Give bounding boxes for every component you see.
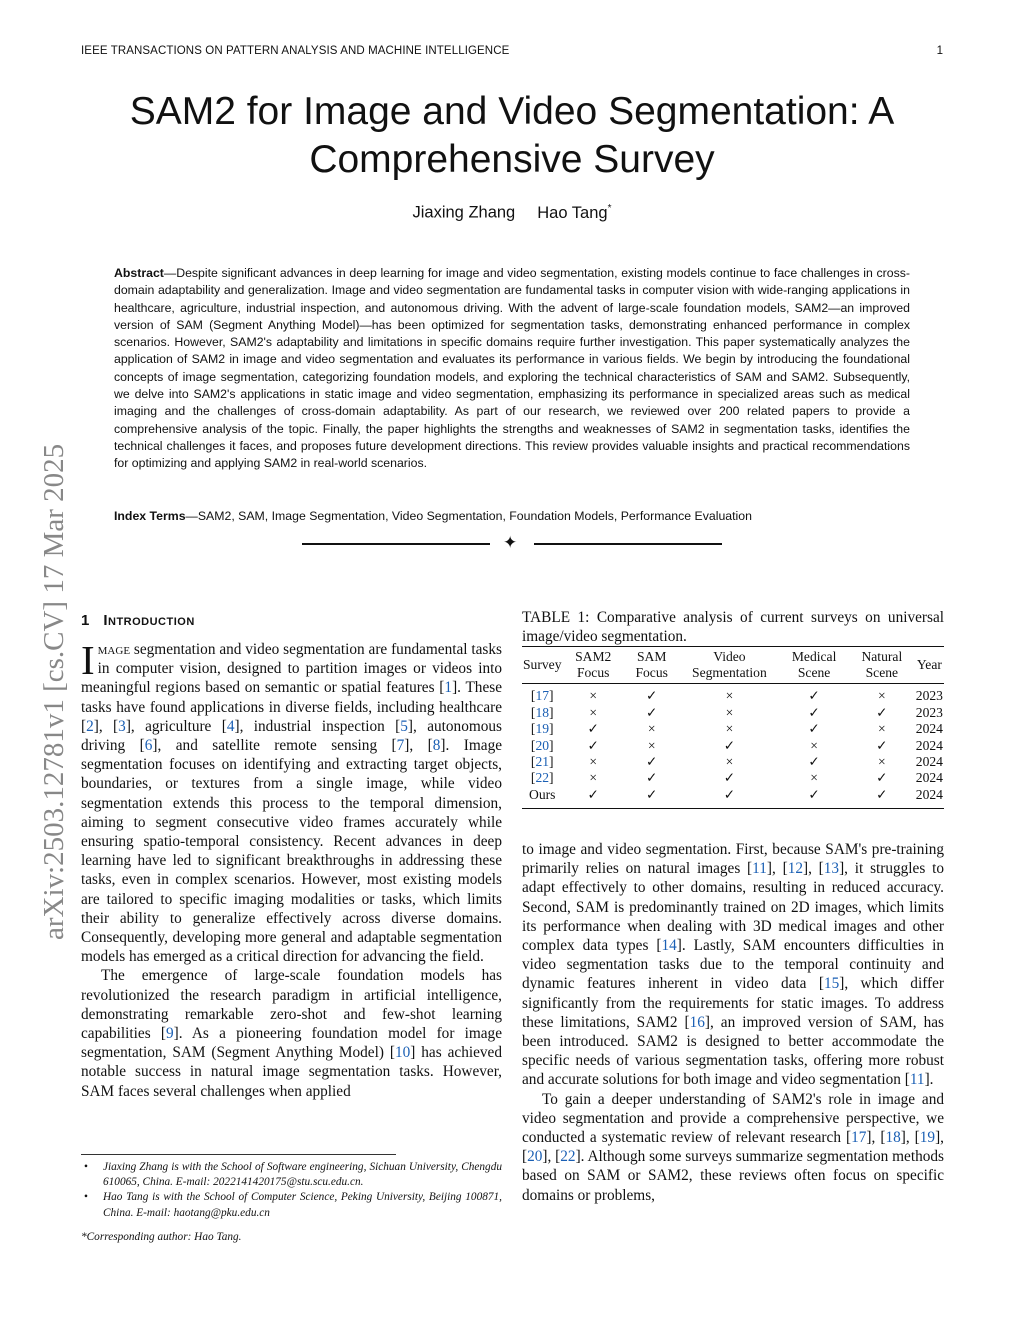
survey-ref-cell[interactable]: [20] [530, 737, 554, 753]
citation-link[interactable]: 16 [689, 1013, 705, 1031]
abstract [114, 265, 910, 473]
citation-link[interactable]: 4 [226, 717, 235, 735]
table-cell: 2024 [915, 770, 943, 786]
table-header-cell: Year [916, 656, 942, 672]
table-header-cell: Natural Scene [861, 649, 903, 680]
citation-link[interactable]: 6 [144, 737, 153, 755]
table-caption: TABLE 1: Comparative analysis of current surveys on universal image/video segmentation. [522, 609, 944, 646]
section-divider [302, 533, 722, 552]
citation-link[interactable]: 1 [444, 679, 453, 697]
first-word: mage [97, 641, 131, 658]
citation-link[interactable]: 22 [560, 1148, 576, 1166]
citation-link[interactable]: 9 [165, 1025, 174, 1043]
table-cell: ✓ [645, 704, 658, 720]
paragraph: Image segmentation and video segmentation are fundamental tasks in computer vision, designed to partition images or videos into meaningful regions based on semantic or spatial features [1]. These tasks have found applications in diverse fields, including healthcare [2], [3], agriculture [4], industrial inspection [5], autonomous driving [6], and satellite remote sensing [7], [8]. Image segmentation focuses on identifying and extracting target objects, boundaries, or textures from a single image, while video segmentation extends this process to the temporal dimension, aiming to segment consecutive video frames accurately while ensuring spatio-temporal consistency. Recent advances in deep learning have led to significant breakthroughs in addressing these tasks, even in complex scenarios. However, most existing models are tailored to specific imaging modalities or tasks, which limits their ability to generalize effectively across diverse domains. Consequently, developing more general and adaptable segmentation models has emerged as a critical direction for advancing the field. [81, 637, 503, 966]
survey-ref-cell[interactable]: [18] [530, 704, 554, 720]
paper-title: SAM2 for Image and Video Segmentation: A Comprehensive Survey [129, 90, 895, 181]
table-cell: × [878, 688, 886, 704]
table-cell: ✓ [587, 737, 599, 753]
footnote-item: • Hao Tang is with the School of Computer Science, Peking University, Beijing 100871, China. E-mail: haotang@pku.edu.cn [84, 1191, 502, 1219]
index-terms [114, 508, 910, 525]
section-heading [81, 612, 195, 629]
index-terms-label: Index Terms [114, 509, 186, 523]
survey-ref-cell[interactable]: [17] [530, 688, 554, 704]
table-cell: ✓ [876, 737, 888, 753]
corresponding-author-note: *Corresponding author: Hao Tang. [81, 1230, 242, 1243]
table-cell: × [647, 721, 656, 737]
citation-link[interactable]: 18 [885, 1129, 901, 1147]
citation-link[interactable]: 2 [86, 717, 94, 735]
table-cell: ✓ [876, 786, 888, 802]
table-cell: × [810, 770, 818, 786]
abstract-label: Abstract [114, 266, 164, 280]
table-header-cell: SAM Focus [635, 649, 668, 680]
table-cell: × [725, 754, 734, 769]
citation-link[interactable]: 20 [527, 1148, 543, 1166]
section-number: 1 [81, 612, 90, 629]
footnote-item: • Jiaxing Zhang is with the School of Software engineering, Sichuan University, Chengdu 610065, China. E-mail: 2022141420175@stu.scu.edu.cn. [84, 1161, 502, 1189]
table-cell: × [725, 721, 734, 737]
divider-line [302, 543, 490, 545]
table-row [522, 754, 944, 770]
citation-link[interactable]: 11 [752, 860, 767, 878]
table-row [522, 721, 944, 737]
table-cell: ✓ [645, 754, 658, 769]
table-cell: ✓ [876, 770, 888, 786]
section-title: Introduction [103, 612, 195, 629]
table-header-cell: Survey [523, 656, 562, 672]
table-row [522, 770, 944, 786]
footnote-rule [81, 1154, 396, 1155]
survey-ref-cell[interactable]: [22] [530, 770, 554, 786]
table-cell: ✓ [587, 786, 599, 802]
table-cell: ✓ [876, 704, 888, 720]
bullet-icon: • [84, 1191, 88, 1204]
corresponding-mark: * [607, 203, 612, 214]
survey-ref-cell[interactable]: [19] [530, 721, 554, 737]
drop-cap: I [81, 637, 95, 683]
divider-line [534, 543, 722, 545]
table-cell: × [589, 770, 598, 786]
table-cell: × [647, 737, 656, 753]
bullet-icon: • [84, 1161, 88, 1173]
intro-left-column [81, 637, 503, 1101]
citation-link[interactable]: 19 [919, 1129, 936, 1147]
citation-link[interactable]: 12 [787, 860, 803, 878]
citation-link[interactable]: 11 [909, 1071, 925, 1089]
table-cell: 2024 [915, 786, 943, 802]
abstract-text: —Despite significant advances in deep learning for image and video segmentation, existing models continue to face challenges in cross-domain adaptability and generalization. Image and video segmentation are fundamental tasks in computer vision with wide-ranging applications in healthcare, agriculture, industrial inspection, and autonomous driving. With the advent of large-scale foundation models, SAM2—an improved version of SAM (Segment Anything Model)—has been optimized for segmentation tasks, demonstrating enhanced performance in complex scenarios. However, SAM2's adaptability and limitations in specific domains require further investigation. This paper systematically analyzes the application of SAM2 in image and video segmentation and evaluates its performance in various fields. We begin by introducing the foundational concepts of image segmentation, categorizing foundation models, and exploring the technical characteristics of SAM and SAM2. Subsequently, we delve into SAM2's applications in static image and video segmentation, emphasizing its performance in specialized areas such as medical imaging and the challenges of cross-domain adaptability. As part of our research, we reviewed over 200 related papers to provide a comprehensive analysis of the topic. Finally, the paper highlights the strengths and weaknesses of SAM2 in segmentation tasks, identifies the technical challenges it faces, and proposes future development directions. This review provides valuable insights and practical recommendations for optimizing and applying SAM2 in real-world scenarios. [114, 266, 910, 471]
table-cell: ✓ [723, 770, 736, 786]
survey-comparison-table [522, 646, 944, 809]
survey-ref-cell: Ours [529, 786, 556, 802]
table-cell: × [725, 688, 734, 704]
journal-header: IEEE TRANSACTIONS ON PATTERN ANALYSIS AND MACHINE INTELLIGENCE [81, 45, 510, 57]
paragraph: To gain a deeper understanding of SAM2's role in image and video segmentation and provide a comprehensive perspective, we conducted a systematic review of relevant research [17], [18], [19], [20], [22]. Although some surveys summarize segmentation methods based on SAM or SAM2, these reviews often focus on specific domains or problems, [522, 1090, 944, 1204]
page-number: 1 [936, 45, 943, 57]
table-cell: × [725, 704, 734, 720]
table-row [522, 737, 944, 753]
author-name: Jiaxing Zhang [412, 203, 516, 222]
intro-right-column [522, 840, 944, 1205]
author-name: Hao Tang [537, 203, 608, 222]
citation-link[interactable]: 14 [661, 937, 677, 955]
table-header-cell: SAM2 Focus [575, 649, 612, 680]
paragraph: The emergence of large-scale foundation models has revolutionized the research paradigm in artificial intelligence, demonstrating remarkable zero-shot and few-shot learning capabilities [9]. As a pioneering foundation model for image segmentation, SAM (Segment Anything Model) [10] has achieved notable success in natural image segmentation tasks. However, SAM faces several challenges when applied [81, 967, 502, 1100]
citation-link[interactable]: 5 [400, 717, 408, 735]
table-cell: ✓ [723, 786, 736, 802]
table-cell: ✓ [808, 754, 820, 769]
citation-link[interactable]: 17 [851, 1129, 867, 1147]
table-cell: 2024 [915, 737, 943, 753]
citation-link[interactable]: 13 [823, 860, 840, 878]
table-cell: ✓ [808, 721, 820, 737]
table-cell: × [589, 754, 598, 769]
author-list [0, 203, 1024, 223]
table-cell: ✓ [723, 737, 736, 753]
table-row [522, 704, 944, 720]
table-header-cell: Medical Scene [791, 649, 837, 680]
table-cell: × [589, 704, 598, 720]
table-cell: × [878, 721, 886, 737]
table-cell: 2024 [915, 754, 943, 769]
table-cell: × [878, 754, 886, 769]
table-row [522, 684, 944, 705]
table-cell: × [810, 737, 818, 753]
table-header-cell: Video Segmentation [692, 649, 767, 680]
index-terms-text: —SAM2, SAM, Image Segmentation, Video Segmentation, Foundation Models, Performance Evaluation [185, 509, 752, 523]
arxiv-stamp-text: arXiv:2503.12781v1 [cs.CV] 17 Mar 2025 [38, 443, 70, 940]
table-row [522, 786, 944, 808]
table-cell: ✓ [808, 688, 820, 704]
citation-link[interactable]: 7 [396, 737, 405, 755]
table-cell: 2023 [915, 688, 943, 704]
divider-ornament-icon: ✦ [503, 533, 518, 552]
footnotes [81, 1160, 502, 1245]
table-cell: 2024 [915, 721, 943, 737]
survey-ref-cell[interactable]: [21] [530, 754, 554, 769]
table-cell: ✓ [645, 786, 658, 802]
citation-link[interactable]: 10 [394, 1044, 411, 1062]
table-header-row [522, 647, 944, 684]
table-cell: ✓ [645, 770, 658, 786]
citation-link[interactable]: 3 [118, 717, 126, 735]
table-cell: ✓ [587, 721, 599, 737]
citation-link[interactable]: 8 [432, 737, 441, 755]
table-cell: ✓ [808, 704, 820, 720]
paragraph: to image and video segmentation. First, because SAM's pre-training primarily relies on natural images [11], [12], [13], it struggles to adapt effectively to other domains, resulting in reduced accuracy. Second, SAM is predominantly trained on 2D images, which limits its performance when dealing with 3D medical images and other complex data types [14]. Lastly, SAM encounters difficulties in video segmentation tasks due to the temporal continuity and dynamic features inherent in video data [15], which differ significantly from the requirements for static images. To address these limitations, SAM2 [16], an improved version of SAM, has been introduced. SAM2 is designed to better accommodate the specific needs of various segmentation tasks, offering more robust and accurate solutions for both image and video segmentation [11]. [522, 841, 944, 1089]
table-cell: ✓ [645, 688, 658, 704]
table-cell: × [589, 688, 598, 704]
table-cell: ✓ [808, 786, 820, 802]
citation-link[interactable]: 15 [823, 975, 840, 993]
arxiv-stamp [30, 350, 74, 950]
table-cell: 2023 [915, 704, 943, 720]
